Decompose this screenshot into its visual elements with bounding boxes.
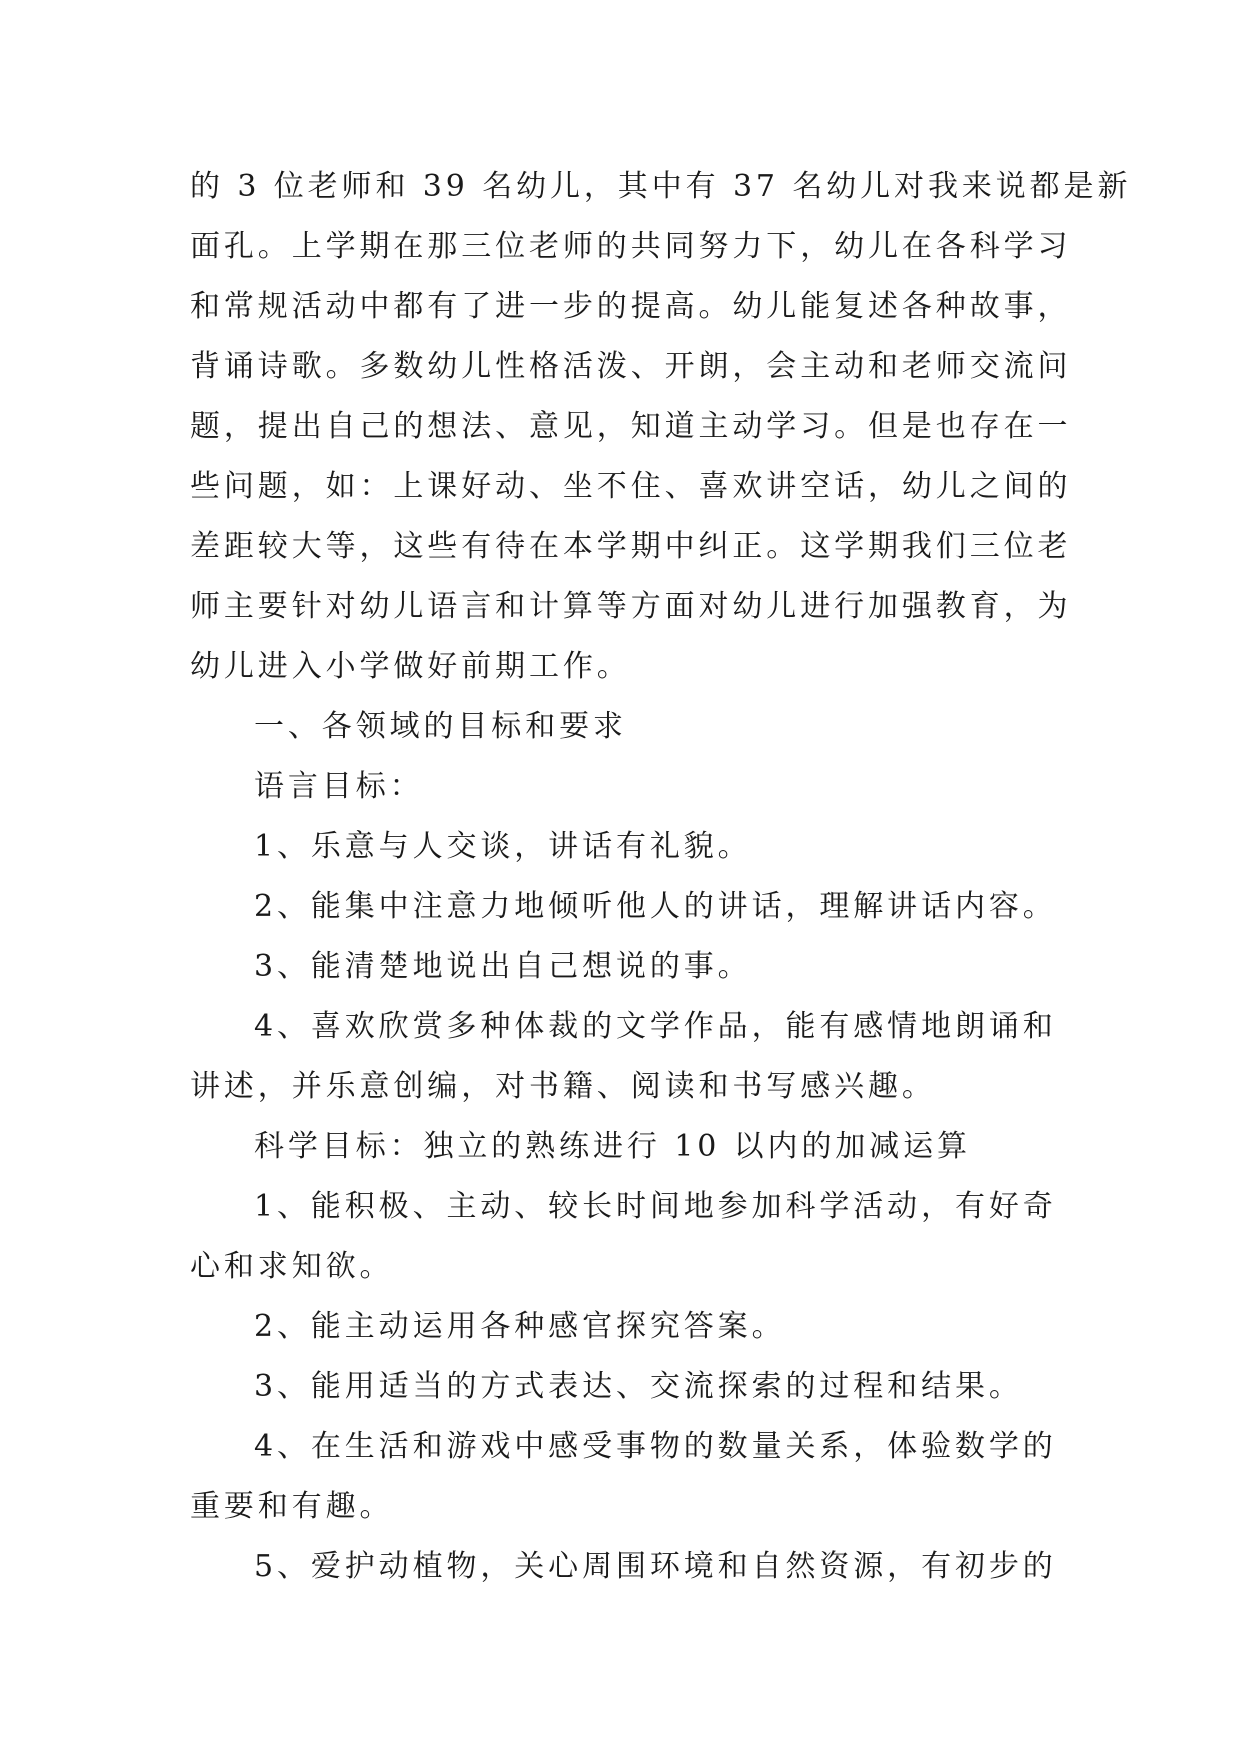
paragraph-line: 题，提出自己的想法、意见，知道主动学习。但是也存在一 xyxy=(190,409,1072,444)
list-item: 2、能主动运用各种感官探究答案。 xyxy=(254,1309,786,1344)
section-heading: 一、各领域的目标和要求 xyxy=(254,709,627,744)
list-item-continuation: 心和求知欲。 xyxy=(190,1249,394,1284)
paragraph-line: 面孔。上学期在那三位老师的共同努力下，幼儿在各科学习 xyxy=(190,229,1072,264)
list-item-continuation: 重要和有趣。 xyxy=(190,1489,394,1524)
subsection-heading: 语言目标： xyxy=(254,769,424,804)
list-item: 1、能积极、主动、较长时间地参加科学活动，有好奇 xyxy=(254,1189,1057,1224)
paragraph-line: 的 3 位老师和 39 名幼儿，其中有 37 名幼儿对我来说都是新 xyxy=(190,169,1132,204)
list-item: 4、喜欢欣赏多种体裁的文学作品，能有感情地朗诵和 xyxy=(254,1009,1057,1044)
list-item: 2、能集中注意力地倾听他人的讲话，理解讲话内容。 xyxy=(254,889,1057,924)
paragraph-line: 幼儿进入小学做好前期工作。 xyxy=(190,649,631,684)
list-item: 4、在生活和游戏中感受事物的数量关系，体验数学的 xyxy=(254,1429,1057,1464)
list-item-continuation: 讲述，并乐意创编，对书籍、阅读和书写感兴趣。 xyxy=(190,1069,936,1104)
paragraph-line: 差距较大等，这些有待在本学期中纠正。这学期我们三位老 xyxy=(190,529,1072,564)
paragraph-line: 背诵诗歌。多数幼儿性格活泼、开朗，会主动和老师交流问 xyxy=(190,349,1072,384)
list-item: 1、乐意与人交谈，讲话有礼貌。 xyxy=(254,829,752,864)
paragraph-line: 些问题，如：上课好动、坐不住、喜欢讲空话，幼儿之间的 xyxy=(190,469,1072,504)
paragraph-line: 师主要针对幼儿语言和计算等方面对幼儿进行加强教育，为 xyxy=(190,589,1072,624)
list-item: 3、能清楚地说出自己想说的事。 xyxy=(254,949,752,984)
subsection-heading: 科学目标：独立的熟练进行 10 以内的加减运算 xyxy=(254,1129,971,1164)
list-item: 5、爱护动植物，关心周围环境和自然资源，有初步的 xyxy=(254,1549,1057,1584)
list-item: 3、能用适当的方式表达、交流探索的过程和结果。 xyxy=(254,1369,1023,1404)
document-body xyxy=(190,157,1132,1597)
paragraph-line: 和常规活动中都有了进一步的提高。幼儿能复述各种故事， xyxy=(190,289,1072,324)
